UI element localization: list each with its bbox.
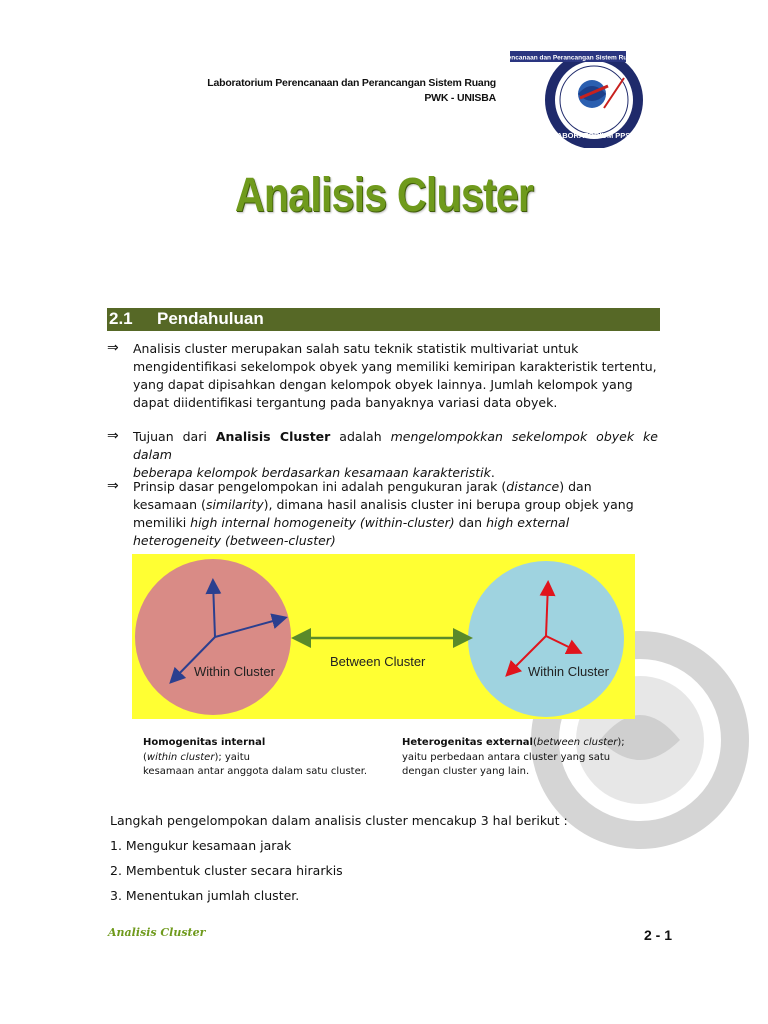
section-header-bar	[107, 308, 660, 331]
footer-doc-title: Analisis Cluster	[108, 926, 206, 939]
right-cluster-circle	[468, 561, 624, 717]
step-1: 1. Mengukur kesamaan jarak	[110, 838, 292, 853]
steps-intro: Langkah pengelompokan dalam analisis cluster mencakup 3 hal berikut :	[110, 813, 568, 828]
bullet-arrow-2: ⇒	[107, 428, 119, 444]
bullet-arrow-3: ⇒	[107, 478, 119, 494]
paragraph-1: Analisis cluster merupakan salah satu teknik statistik multivariat untuk mengidentifikasi sekelompok obyek yang memiliki kemiripan karakteristik tertentu, yang dapat dipisahkan dengan kelompok obyek lainnya. Jumlah kelompok yang dapat diidentifikasi tergantung pada banyaknya variasi data obyek.	[133, 341, 657, 410]
header-lab-name: Laboratorium Perencanaan dan Perancangan Sistem Ruang	[207, 77, 496, 89]
step-3: 3. Menentukan jumlah cluster.	[110, 888, 300, 903]
logo-ring-text: LABORATORIUM PPSR	[552, 131, 636, 140]
right-within-cluster-label: Within Cluster	[528, 664, 609, 679]
cluster-diagram	[132, 554, 635, 719]
step-2: 2. Membentuk cluster secara hirarkis	[110, 863, 343, 878]
page-title: Analisis Cluster	[234, 169, 534, 222]
caption-heterogeneity: Heterogenitas external(between cluster); yaitu perbedaan antara cluster yang satu dengan cluster yang lain.	[402, 737, 625, 777]
paragraph-2: Tujuan dari Analisis Cluster adalah mengelompokkan sekelompok obyek ke dalam beberapa kelompok berdasarkan kesamaan karakteristik.	[133, 429, 658, 480]
bullet-arrow-1: ⇒	[107, 340, 119, 356]
paragraph-3: Prinsip dasar pengelompokan ini adalah pengukuran jarak (distance) dan kesamaan (similarity), dimana hasil analisis cluster ini berupa group objek yang memiliki high internal homogeneity (within-cluster) dan high external heterogeneity (between-cluster)	[133, 479, 634, 548]
header-institution: PWK - UNISBA	[424, 92, 496, 104]
caption-homogeneity: Homogenitas internal (within cluster); yaitu kesamaan antar anggota dalam satu cluster.	[143, 737, 368, 777]
between-cluster-label: Between Cluster	[330, 654, 426, 669]
logo-banner-text: Perencanaan dan Perancangan Sistem Ruang	[508, 54, 639, 62]
page-number: 2 - 1	[644, 927, 673, 943]
section-heading: Pendahuluan	[157, 309, 264, 328]
lab-logo	[508, 48, 648, 148]
left-within-cluster-label: Within Cluster	[194, 664, 275, 679]
section-number: 2.1	[109, 309, 133, 328]
